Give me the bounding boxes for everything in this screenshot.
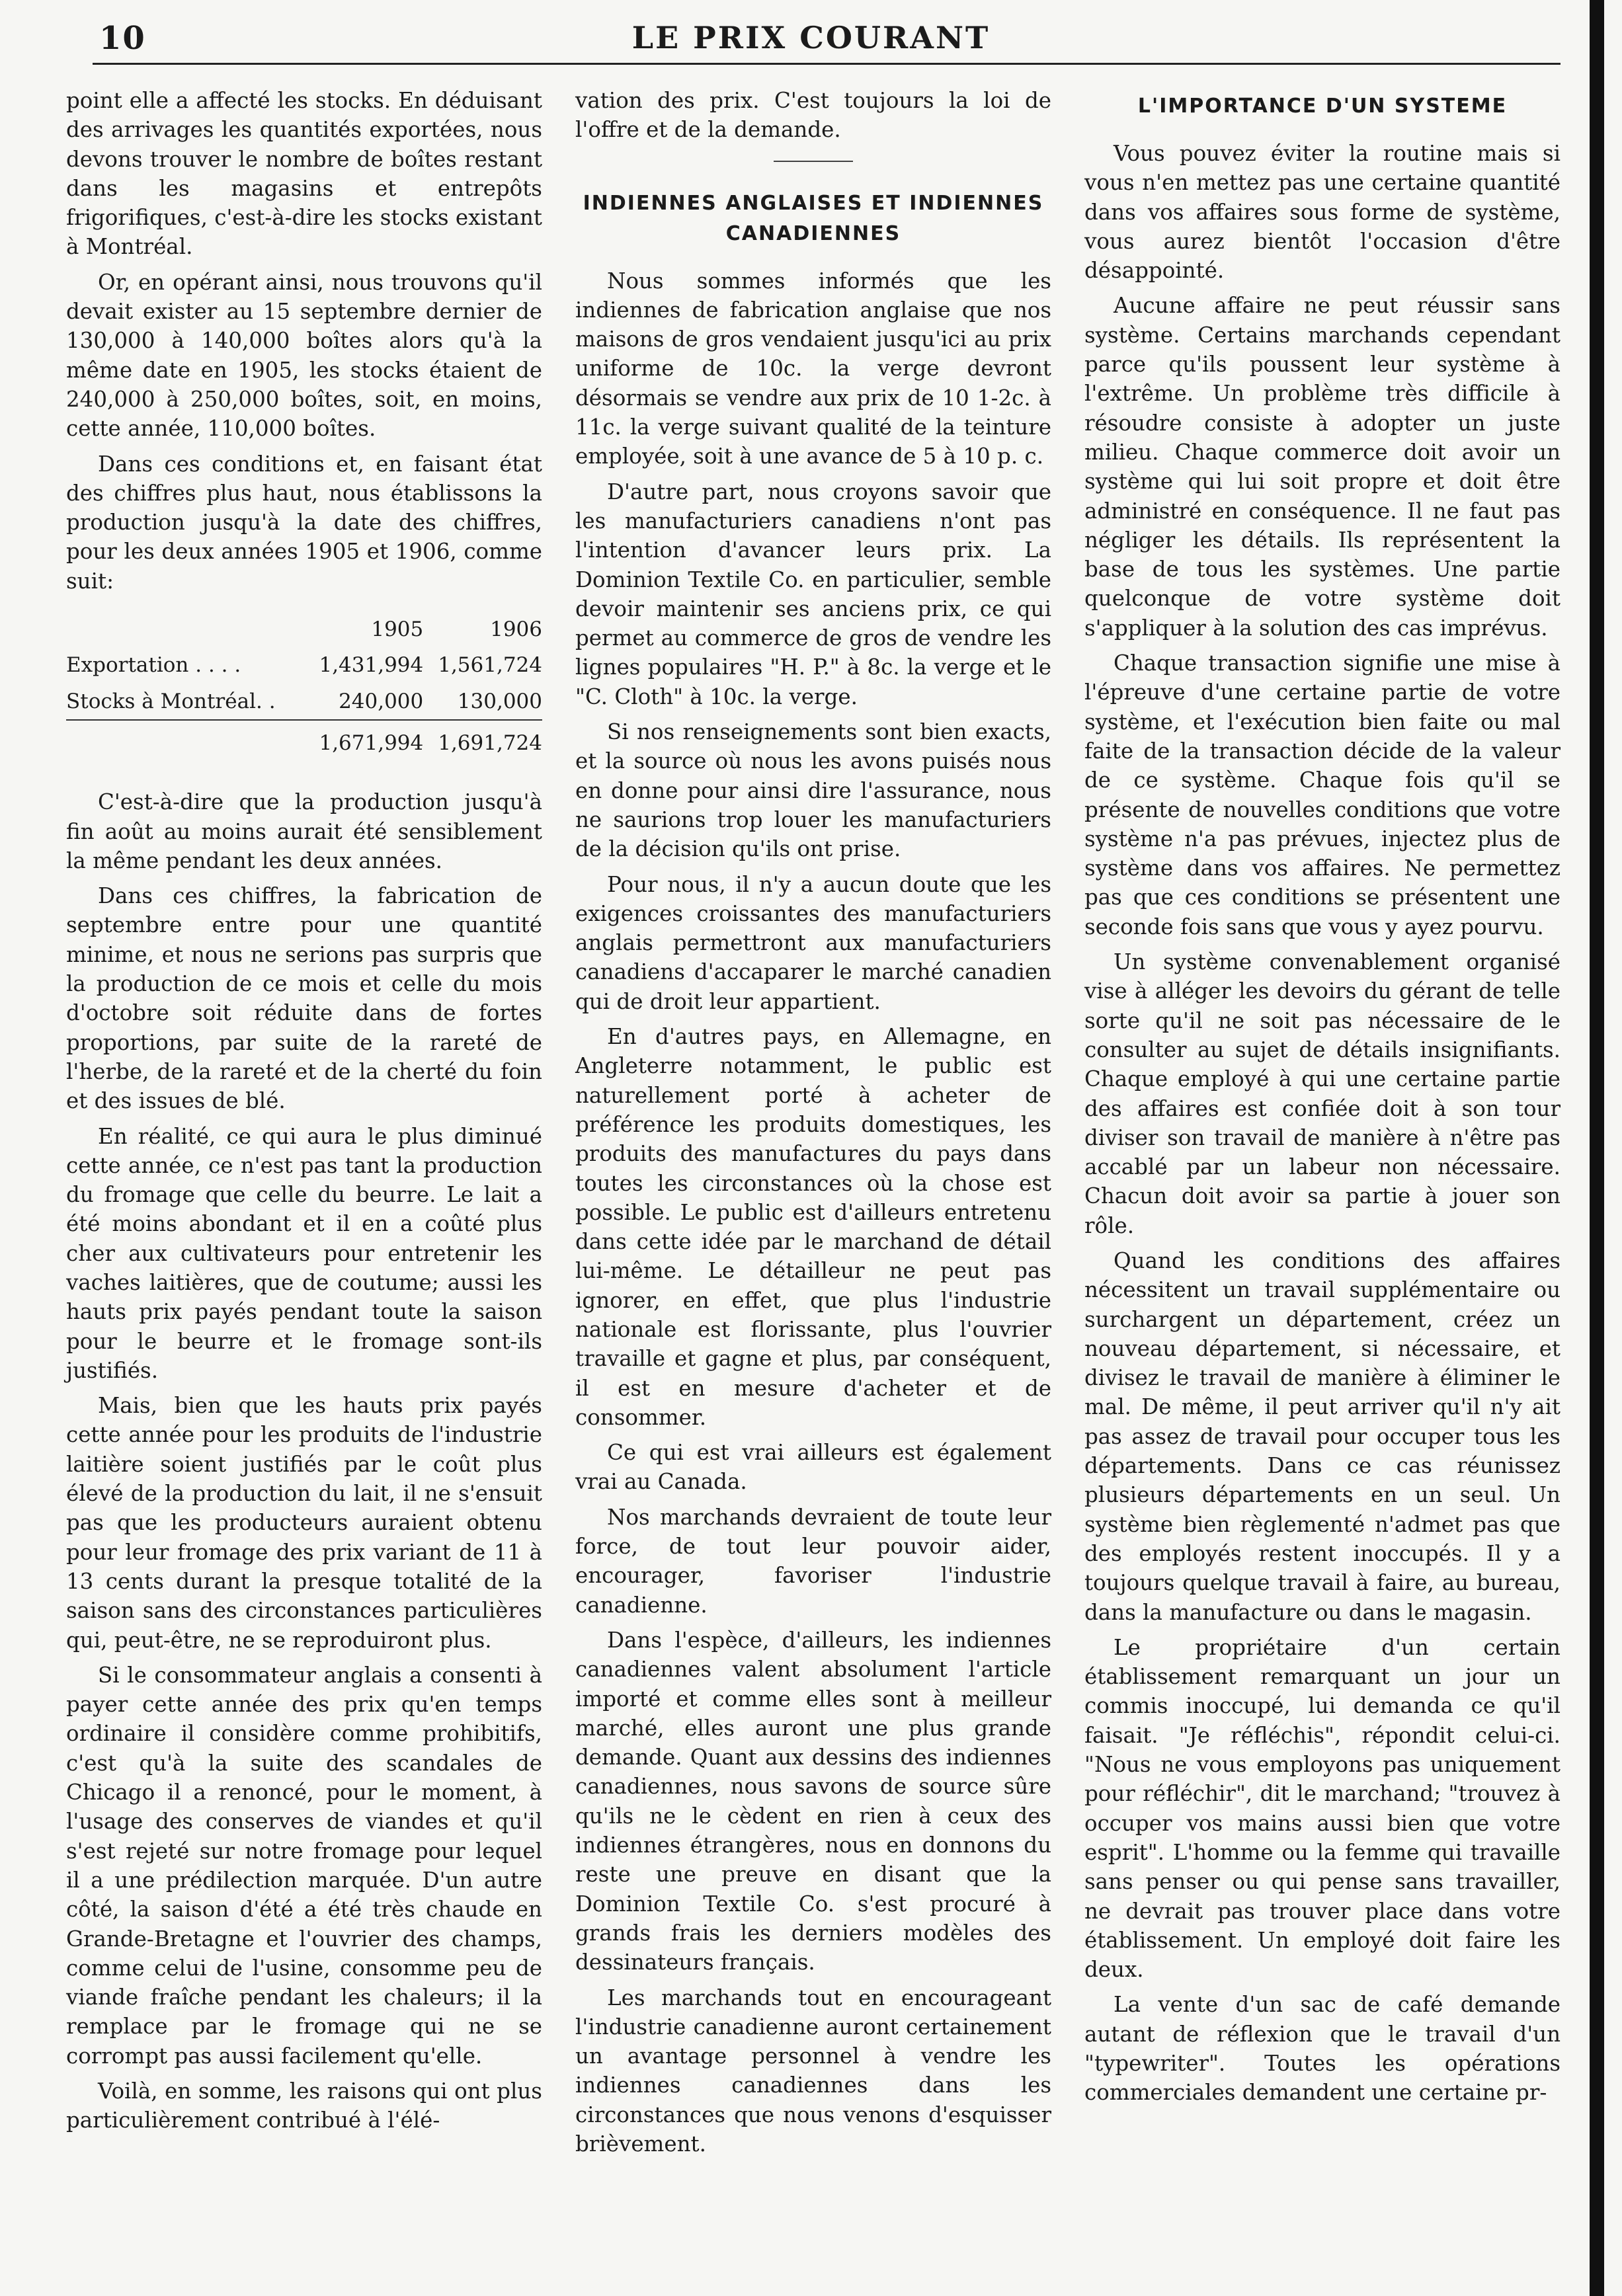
paragraph: Quand les conditions des affaires nécessitent un travail supplémentaire ou surchargent un département, créez un nouveau département, si nécessaire, et divisez le travail de manière à éliminer le mal. De même, il peut arriver qu'il n'y ait pas assez de travail pour occuper tous les départements. Dans ce cas réunissez plusieurs départements en un seul. Un système bien règlementé n'admet pas que des employés restent inoccupés. Il y a toujours quelque travail à faire, au bureau, dans la manufacture ou dans le magasin. <box>1084 1247 1561 1625</box>
header-rule <box>93 63 1561 65</box>
paragraph: vation des prix. C'est toujours la loi de l'offre et de la demande. <box>575 88 1051 143</box>
year-header: 1905 <box>371 617 424 642</box>
paragraph: point elle a affecté les stocks. En déduisant des arrivages les quantités exportées, nous devons trouver le nombre de boîtes restant dans les magasins et entrepôts frigorifiques, c'est-à-dire les stocks existant à Montréal. <box>66 88 542 260</box>
paragraph: Dans l'espèce, d'ailleurs, les indiennes canadiennes valent absolument l'article importé et comme elles sont à meilleur marché, elles auront une plus grande demande. Quant aux dessins des indiennes canadiennes, nous savons de source sûre qu'ils ne le cèdent en rien à ceux des indiennes étrangères, nous en donnons du reste une preuve en disant que la Dominion Textile Co. s'est procuré à grands frais les derniers modèles des dessinateurs français. <box>575 1627 1051 1975</box>
paragraph: Aucune affaire ne peut réussir sans système. Certains marchands cependant parce qu'ils poussent leur système à l'extrême. Un problème très difficile à résoudre consiste à adopter un juste milieu. Chaque commerce doit avoir un système qui lui soit propre et doit être administré en conséquence. Il ne faut pas négliger les détails. Ils représentent la base de tous les systèmes. Une partie quelconque de votre système doit s'appliquer à la solution des cas imprévus. <box>1084 293 1561 641</box>
row-label: Stocks à Montréal. . <box>66 689 276 713</box>
row-label: Exportation . . . . <box>66 653 241 678</box>
paragraph: C'est-à-dire que la production jusqu'à fin août au moins aurait été sensiblement la même pendant les deux années. <box>66 789 542 873</box>
paragraph: Si nos renseignements sont bien exacts, et la source où nous les avons puisés nous en donne pour ainsi dire l'assurance, nous ne saurions trop louer les manufacturiers de la décision qu'ils ont prise. <box>575 719 1051 862</box>
table-row <box>66 684 542 720</box>
page-number: 10 <box>99 20 146 57</box>
paragraph: Mais, bien que les hauts prix payés cette année pour les produits de l'industrie laitière soient justifiés par le coût plus élevé de la production du lait, il ne s'ensuit pas que les producteurs auraient obtenu pour leur fromage des prix variant de 11 à 13 cents durant la presque totalité de la saison sans des circonstances particulières qui, peut-être, ne se reproduiront plus. <box>66 1393 542 1653</box>
paragraph: Ce qui est vrai ailleurs est également vrai au Canada. <box>575 1440 1051 1495</box>
year-header: 1906 <box>490 617 542 642</box>
table-header-row <box>66 612 542 647</box>
paragraph: Nous sommes informés que les indiennes de fabrication anglaise que nos maisons de gros vendaient jusqu'ici au prix uniforme de 10c. la verge devront désormais se vendre aux prix de 10 1-2c. à 11c. la verge suivant qualité de la teinture employée, soit à une avance de 5 à 10 p. c. <box>575 268 1051 469</box>
column-1 <box>66 86 542 2141</box>
paragraph: Chaque transaction signifie une mise à l'épreuve d'une certaine partie de votre système, et l'exécution bien faite ou mal faite de la transaction décide de la valeur de ce système. Chaque fois qu'il se présente de nouvelles conditions que votre système n'a pas prévues, injectez plus de système dans vos affaires. Ne permettez pas que ces conditions se présentent une seconde fois sans que vous y ayez pourvu. <box>1084 651 1561 939</box>
paragraph: En réalité, ce qui aura le plus diminué cette année, ce n'est pas tant la production du fromage que celle du beurre. Le lait a été moins abondant et il en a coûté plus cher aux cultivateurs pour entretenir les vaches laitières, que de coutume; aussi les hauts prix payés pendant toute la saison pour le beurre et le fromage sont-ils justifiés. <box>66 1123 542 1383</box>
production-table <box>66 612 542 761</box>
paragraph: Dans ces chiffres, la fabrication de septembre entre pour une quantité minime, et nous ne serions pas surpris que la production de ce mois et celle du mois d'octobre soit réduite dans de fortes proportions, par suite de la rareté de l'herbe, de la rareté et de la cherté du foin et des issues de blé. <box>66 883 542 1114</box>
total-value: 1,691,724 <box>423 720 542 761</box>
paragraph: Or, en opérant ainsi, nous trouvons qu'il devait exister au 15 septembre dernier de 130,000 à 140,000 boîtes alors qu'à la même date en 1905, les stocks étaient de 240,000 à 250,000 boîtes, soit, en moins, cette année, 110,000 boîtes. <box>66 269 542 442</box>
scan-edge-bar <box>1590 0 1604 2296</box>
paragraph: Le propriétaire d'un certain établissement remarquant un jour un commis inoccupé, lui demanda ce qu'il faisait. "Je réfléchis", répondit celui-ci. "Nous ne vous employons pas uniquement pour réfléchir", dit le marchand; "trouvez à occuper vos mains aussi bien que votre esprit". L'homme ou la femme qui travaille sans penser ou qui pense sans travailler, ne devrait pas trouver place dans votre établissement. Un employé doit faire les deux. <box>1084 1634 1561 1983</box>
cell-value: 1,431,994 <box>319 653 424 678</box>
paragraph: Nos marchands devraient de toute leur force, de tout leur pouvoir aider, encourager, favoriser l'industrie canadienne. <box>575 1504 1051 1618</box>
paragraph: Si le consommateur anglais a consenti à payer cette année des prix qu'en temps ordinaire il considère comme prohibitifs, c'est qu'à la suite des scandales de Chicago il a renoncé, pour le moment, à l'usage des conserves de viandes et qu'il s'est rejeté sur notre fromage pour lequel il a une prédilection marquée. D'un autre côté, la saison d'été a été très chaude en Grande-Bretagne et l'ouvrier des champs, comme celui de l'usine, consomme peu de viande fraîche pendant les chaleurs; il la remplace par le fromage qui ne se corrompt pas aussi facilement qu'elle. <box>66 1662 542 2069</box>
paragraph: Dans ces conditions et, en faisant état des chiffres plus haut, nous établissons la production jusqu'à la date des chiffres, pour les deux années 1905 et 1906, comme suit: <box>66 451 542 594</box>
paragraph: Les marchands tout en encourageant l'industrie canadienne auront certainement un avantage personnel à vendre les indiennes canadiennes dans les circonstances que nous venons d'esquisser brièvement. <box>575 1985 1051 2157</box>
cell-value: 240,000 <box>339 689 424 713</box>
column-3 <box>1084 86 1561 2114</box>
table-total-row <box>66 720 542 761</box>
column-2 <box>575 86 1051 2164</box>
paragraph: Voilà, en somme, les raisons qui ont plus particulièrement contribué à l'élé- <box>66 2078 542 2133</box>
article-heading: INDIENNES ANGLAISES ET INDIENNES CANADIENNES <box>583 191 1044 245</box>
table-row <box>66 647 542 683</box>
paragraph: En d'autres pays, en Allemagne, en Angleterre notamment, le public est naturellement porté à acheter de préférence les produits domestiques, les produits des manufactures du pays dans toutes les circonstances où la chose est possible. Le public est d'ailleurs entretenu dans cette idée par le marchand de détail lui-même. Le détailleur ne peut pas ignorer, en effet, que plus l'industrie nationale est florissante, plus l'ouvrier travaille et gagne et plus, par conséquent, il est en mesure d'acheter et de consommer. <box>575 1024 1051 1430</box>
paragraph: Pour nous, il n'y a aucun doute que les exigences croissantes des manufacturiers anglais permettront aux manufacturiers canadiens d'accaparer le marché canadien qui de droit leur appartient. <box>575 871 1051 1014</box>
paragraph: La vente d'un sac de café demande autant de réflexion que le travail d'un "typewriter". Toutes les opérations commerciales demandent une certaine pr- <box>1084 1992 1561 2106</box>
paragraph: Un système convenablement organisé vise à alléger les devoirs du gérant de telle sorte qu'il ne soit pas nécessaire de le consulter au sujet de détails insignifiants. Chaque employé à qui une certaine partie des affaires est confiée doit à son tour diviser son travail de manière à n'être pas accablé par un labeur non nécessaire. Chacun doit avoir sa partie à jouer son rôle. <box>1084 949 1561 1238</box>
cell-value: 1,561,724 <box>438 653 542 678</box>
total-value: 1,671,994 <box>305 720 424 761</box>
section-divider <box>774 161 853 162</box>
paragraph: D'autre part, nous croyons savoir que les manufacturiers canadiens n'ont pas l'intention d'avancer leurs prix. La Dominion Textile Co. en particulier, semble devoir maintenir ses anciens prix, ce qui permet au commerce de gros de vendre les lignes populaires "H. P." à 8c. la verge et le "C. Cloth" à 10c. la verge. <box>575 479 1051 709</box>
journal-title: LE PRIX COURANT <box>631 20 991 56</box>
cell-value: 130,000 <box>457 689 542 713</box>
article-heading: L'IMPORTANCE D'UN SYSTEME <box>1137 95 1508 118</box>
paragraph: Vous pouvez éviter la routine mais si vous n'en mettez pas une certaine quantité dans vos affaires sous forme de système, vous aurez bientôt l'occasion d'être désappointé. <box>1084 141 1561 284</box>
